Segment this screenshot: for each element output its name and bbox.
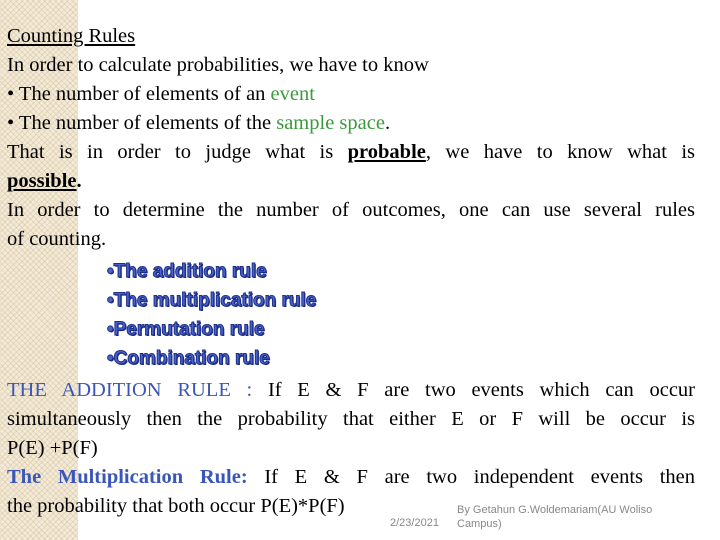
- judge-line-2: [7, 167, 695, 196]
- slide-content: [7, 22, 695, 521]
- intro-line: In order to calculate probabilities, we have to know: [7, 54, 429, 76]
- addition-line-3: P(E) +P(F): [7, 437, 98, 459]
- multiplication-line-1-text: If E & F are two independent events then: [264, 466, 695, 488]
- bullet-event: [7, 80, 695, 109]
- term-possible: possible: [7, 170, 77, 192]
- rule-addition: •The addition rule: [107, 261, 267, 282]
- multiplication-rule-label: The Multiplication Rule:: [7, 466, 248, 488]
- multiplication-line-1: [7, 463, 695, 492]
- footer-date: 2/23/2021: [390, 517, 439, 529]
- bullet-sample-prefix: • The number of elements of the: [7, 112, 277, 134]
- determine-line-2: of counting.: [7, 228, 107, 250]
- rules-list: [107, 257, 695, 373]
- determine-line-1: In order to determine the number of outcomes, one can use several rules: [7, 199, 695, 221]
- addition-line-1: [7, 376, 695, 405]
- term-sample-space: sample space: [276, 112, 385, 134]
- judge-end: .: [76, 170, 82, 192]
- heading-text: Counting Rules: [7, 25, 136, 47]
- judge-line-1: [7, 138, 695, 167]
- rule-permutation: •Permutation rule: [107, 319, 265, 340]
- addition-line-2: simultaneously then the probability that either E or F will be occur is: [7, 408, 695, 430]
- footer-credit: By Getahun G.Woldemariam(AU Woliso Campus): [457, 504, 653, 530]
- rule-combination: •Combination rule: [107, 348, 270, 369]
- multiplication-line-2: the probability that both occur P(E)*P(F): [7, 495, 345, 517]
- addition-line-1-text: If E & F are two events which can occur: [267, 379, 695, 401]
- term-event: event: [270, 83, 315, 105]
- slide-heading: [7, 22, 695, 51]
- bullet-sample-space: [7, 109, 695, 138]
- judge-part2: , we have to know what is: [425, 141, 696, 163]
- rule-multiplication: •The multiplication rule: [107, 290, 317, 311]
- addition-rule-label: THE ADDITION RULE :: [7, 379, 253, 401]
- judge-part1: That is in order to judge what is: [7, 141, 334, 163]
- term-probable: probable: [347, 141, 426, 163]
- bullet-sample-suffix: .: [384, 112, 391, 134]
- bullet-event-prefix: • The number of elements of an: [7, 83, 271, 105]
